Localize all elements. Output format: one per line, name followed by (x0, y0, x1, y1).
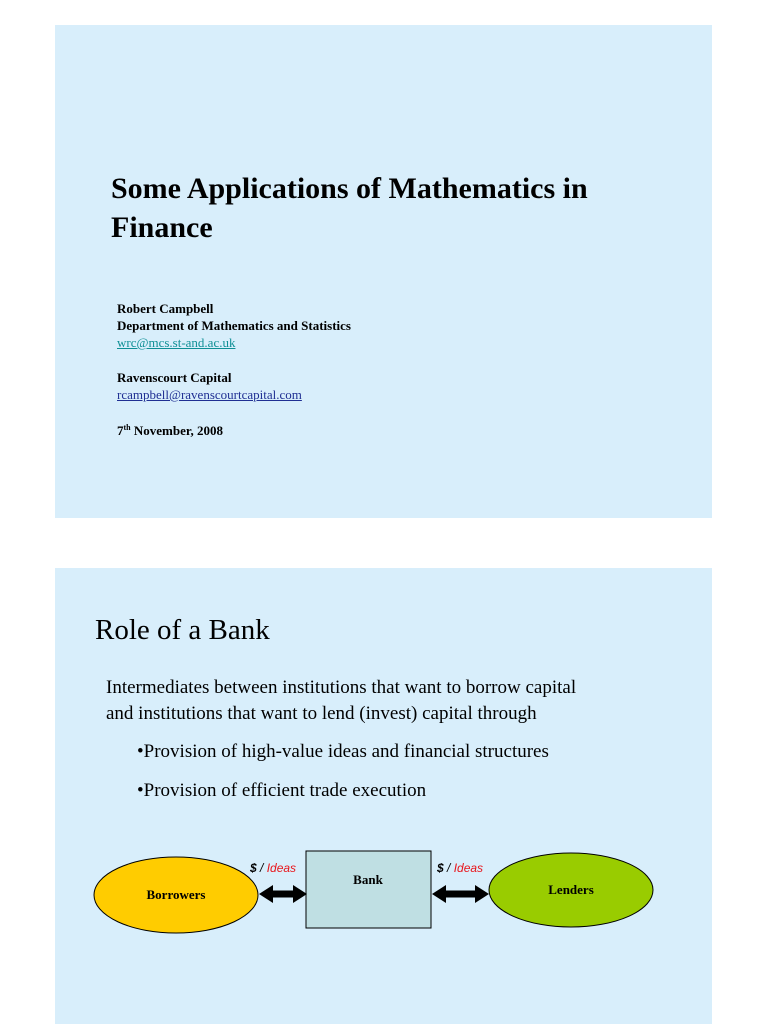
date-day: 7 (117, 423, 124, 438)
bullet-item-ideas: •Provision of high-value ideas and financial structures (137, 741, 549, 762)
bank-node (306, 851, 431, 928)
double-arrow-left-icon (259, 885, 307, 903)
company-name: Ravenscourt Capital (117, 370, 232, 385)
university-email-line (117, 334, 235, 351)
intro-line-2: and institutions that want to lend (invest) capital through (106, 703, 537, 724)
flow-left-ideas: Ideas (266, 861, 297, 875)
flow-label-right (436, 861, 483, 875)
flow-right-ideas: Ideas (453, 861, 484, 875)
bullet-item-execution: •Provision of efficient trade execution (137, 780, 427, 801)
role-of-bank-slide (55, 568, 712, 1024)
department-name: Department of Mathematics and Statistics (117, 318, 351, 333)
lenders-label: Lenders (548, 882, 594, 897)
date-suffix: th (123, 423, 131, 432)
author-name: Robert Campbell (117, 301, 214, 316)
borrowers-label: Borrowers (146, 887, 206, 902)
presentation-date (117, 422, 223, 439)
flow-label-left (249, 861, 296, 875)
presentation-title: Some Applications of Mathematics in Finance (111, 172, 588, 244)
date-rest: November, 2008 (130, 423, 223, 438)
title-slide (55, 25, 712, 518)
university-email-link[interactable]: wrc@mcs.st-and.ac.uk (117, 335, 236, 350)
intro-line-1: Intermediates between institutions that want to borrow capital (106, 677, 577, 698)
bank-flow-diagram (55, 568, 712, 1024)
double-arrow-right-icon (432, 885, 489, 903)
flow-right-money: $ (437, 861, 444, 875)
flow-left-money: $ (250, 861, 257, 875)
bank-label: Bank (353, 872, 383, 887)
flow-right-separator: / (443, 861, 454, 875)
company-email-line (117, 386, 302, 403)
company-email-link[interactable]: rcampbell@ravenscourtcapital.com (117, 387, 302, 402)
slide-title: Role of a Bank (95, 614, 270, 646)
flow-left-separator: / (256, 861, 267, 875)
